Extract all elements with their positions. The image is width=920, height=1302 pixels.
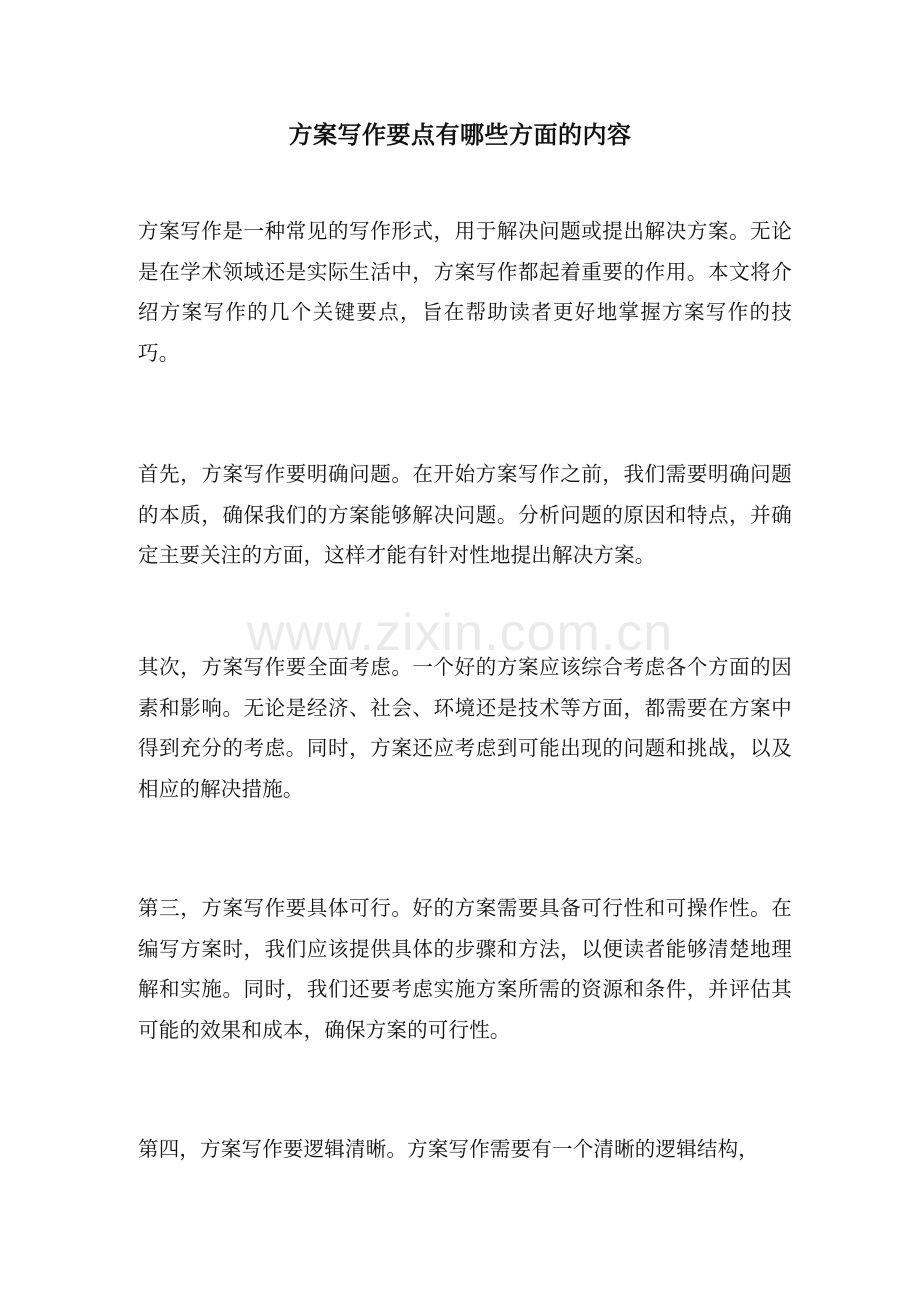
paragraph-first-point: 首先，方案写作要明确问题。在开始方案写作之前，我们需要明确问题的本质，确保我们的方案能够解决问题。分析问题的原因和特点，并确定主要关注的方面，这样才能有针对性地提出解决方案。	[138, 462, 792, 567]
watermark: www.zixin.com.cn	[246, 604, 674, 662]
paragraph-third-point: 第三，方案写作要具体可行。好的方案需要具备可行性和可操作性。在编写方案时，我们应该提供具体的步骤和方法，以便读者能够清楚地理解和实施。同时，我们还要考虑实施方案所需的资源和条件，并评估其可能的效果和成本，确保方案的可行性。	[138, 896, 792, 1042]
paragraph-second-point: 其次，方案写作要全面考虑。一个好的方案应该综合考虑各个方面的因素和影响。无论是经济、社会、环境还是技术等方面，都需要在方案中得到充分的考虑。同时，方案还应考虑到可能出现的问题和挑战，以及相应的解决措施。	[138, 655, 792, 801]
paragraph-intro: 方案写作是一种常见的写作形式，用于解决问题或提出解决方案。无论是在学术领域还是实际生活中，方案写作都起着重要的作用。本文将介绍方案写作的几个关键要点，旨在帮助读者更好地掌握方案写作的技巧。	[138, 219, 792, 365]
document-title: 方案写作要点有哪些方面的内容	[288, 120, 632, 149]
paragraph-fourth-point: 第四，方案写作要逻辑清晰。方案写作需要有一个清晰的逻辑结构，	[138, 1137, 759, 1161]
